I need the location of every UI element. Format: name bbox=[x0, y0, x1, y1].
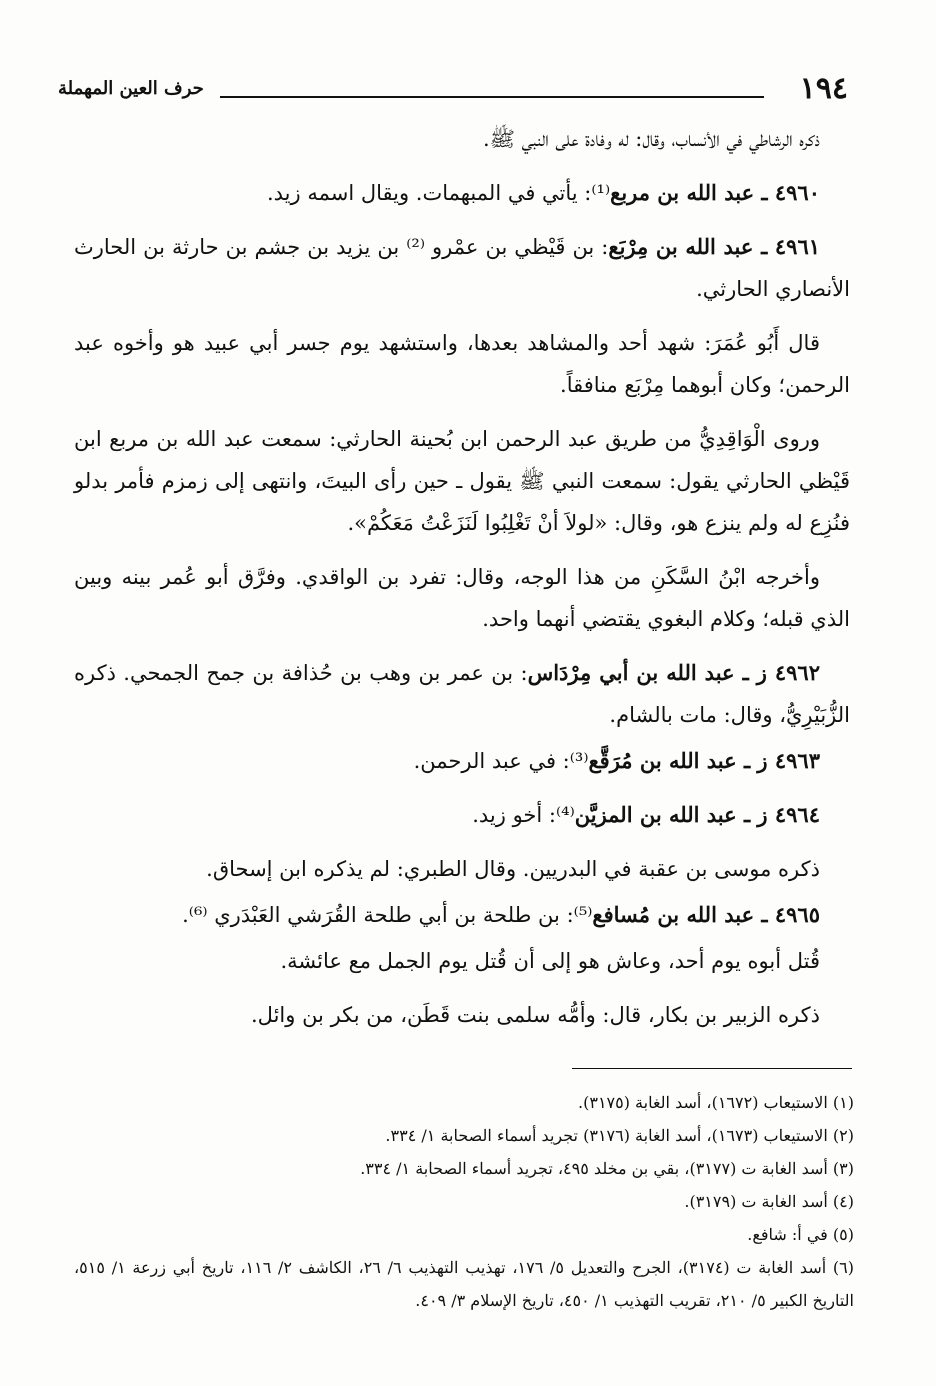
entry-head: ٤٩٦١ ـ عبد الله بن مِرْبَع bbox=[608, 234, 821, 259]
entry-head: ٤٩٦٣ ز ـ عبد الله بن مُرَقَّع bbox=[588, 748, 820, 773]
page-number: ١٩٤ bbox=[799, 71, 848, 106]
main-text bbox=[74, 118, 850, 1048]
header-rule bbox=[220, 96, 764, 98]
paragraph-text: ⁽³⁾: في عبد الرحمن. bbox=[413, 749, 589, 773]
paragraph bbox=[74, 418, 850, 544]
paragraph-text: وروى الْوَاقِدِيُّ من طريق عبد الرحمن ابن بُحينة الحارثي: سمعت عبد الله بن مربع ابن قَيْظي الحارثي يقول: سمعت النبي ﷺ يقول ـ حين رأى البيتَ، وانتهى إلى زمزم فأمر بدلو فنُزِع له ولم ينزع هو، وقال: «لولاَ أنْ تَغْلِبُوا لَنَزَعْتُ مَعَكُمْ». bbox=[74, 427, 850, 535]
entry-4964 bbox=[74, 794, 850, 836]
paragraph-text: : بن قَيْظي بن عمْرو ⁽²⁾ بن يزيد بن جشم بن حارثة بن الحارث الأنصاري الحارثي. bbox=[74, 235, 850, 301]
entry-4961 bbox=[74, 226, 850, 310]
footnote-2: (٢) الاستيعاب (١٦٧٣)، أسد الغابة (٣١٧٦) تجريد أسماء الصحابة ١/ ٣٣٤. bbox=[385, 1126, 854, 1145]
footnote-3: (٣) أسد الغابة ت (٣١٧٧)، بقي بن مخلد ٤٩٥، تجريد أسماء الصحابة ١/ ٣٣٤. bbox=[360, 1159, 854, 1178]
footnotes bbox=[74, 1086, 854, 1317]
entry-head: ٤٩٦٠ ـ عبد الله بن مربع bbox=[610, 180, 820, 205]
paragraph-text: قال أَبُو عُمَرَ: شهد أحد والمشاهد بعدها، واستشهد يوم جسر أبي عبيد هو وأخوه عبد الرحمن؛ وكان أبوهما مِرْبَع منافقاً. bbox=[74, 331, 850, 397]
entry-head: ٤٩٦٤ ز ـ عبد الله بن المزيَّن bbox=[574, 802, 820, 827]
entry-head: ٤٩٦٢ ز ـ عبد الله بن أبي مِرْدَاس bbox=[527, 660, 820, 685]
paragraph bbox=[74, 940, 850, 982]
paragraph-text: ⁽⁴⁾: أخو زيد. bbox=[472, 803, 575, 827]
footnote-5: (٥) في أ: شافع. bbox=[747, 1225, 854, 1244]
running-title: حرف العين المهملة bbox=[58, 78, 204, 99]
paragraph-text: ⁽¹⁾: يأتي في المبهمات. ويقال اسمه زيد. bbox=[266, 181, 611, 205]
footnote-1: (١) الاستيعاب (١٦٧٢)، أسد الغابة (٣١٧٥). bbox=[578, 1093, 854, 1112]
paragraph-text: ذكره الزبير بن بكار، قال: وأمُّه سلمى بنت قَطَن، من بكر بن وائل. bbox=[251, 1003, 820, 1027]
paragraph-text: : بن عمر بن وهب بن حُذافة بن جمح الجمحي. ذكره الزُّبَيْرِيُّ، وقال: مات بالشام. bbox=[74, 661, 850, 727]
paragraph-text: قُتل أبوه يوم أحد، وعاش هو إلى أن قُتل يوم الجمل مع عائشة. bbox=[280, 949, 820, 973]
paragraph-text: ⁽⁵⁾: بن طلحة بن أبي طلحة القُرَشي العَبْدَري ⁽⁶⁾. bbox=[182, 903, 593, 927]
paragraph bbox=[74, 556, 850, 640]
footnote-rule bbox=[572, 1068, 852, 1069]
footnote-6: (٦) أسد الغابة ت (٣١٧٤)، الجرح والتعديل ٥/ ١٧٦، تهذيب التهذيب ٦/ ٢٦، الكاشف ٢/ ١١٦، تاريخ أبي زرعة ١/ ٥١٥، التاريخ الكبير ٥/ ٢١٠، تقريب التهذيب ١/ ٤٥٠، تاريخ الإسلام ٣/ ٤٠٩. bbox=[74, 1258, 854, 1310]
paragraph bbox=[74, 118, 850, 160]
entry-4962 bbox=[74, 652, 850, 736]
page-header bbox=[58, 70, 848, 110]
paragraph-text: ذكره الرشاطي في الأنساب، وقال: له وفادة على النبي ﷺ. bbox=[482, 127, 820, 151]
entry-4965 bbox=[74, 894, 850, 936]
entry-head: ٤٩٦٥ ـ عبد الله بن مُسافع bbox=[592, 902, 820, 927]
paragraph bbox=[74, 322, 850, 406]
entry-4963 bbox=[74, 740, 850, 782]
paragraph-text: ذكره موسى بن عقبة في البدريين. وقال الطبري: لم يذكره ابن إسحاق. bbox=[206, 857, 820, 881]
footnote-4: (٤) أسد الغابة ت (٣١٧٩). bbox=[684, 1192, 854, 1211]
paragraph bbox=[74, 848, 850, 890]
paragraph-text: وأخرجه ابْنُ السَّكَنِ من هذا الوجه، وقال: تفرد بن الواقدي. وفرَّق أبو عُمر بينه وبين الذي قبله؛ وكلام البغوي يقتضي أنهما واحد. bbox=[74, 565, 850, 631]
entry-4960 bbox=[74, 172, 850, 214]
paragraph bbox=[74, 994, 850, 1036]
